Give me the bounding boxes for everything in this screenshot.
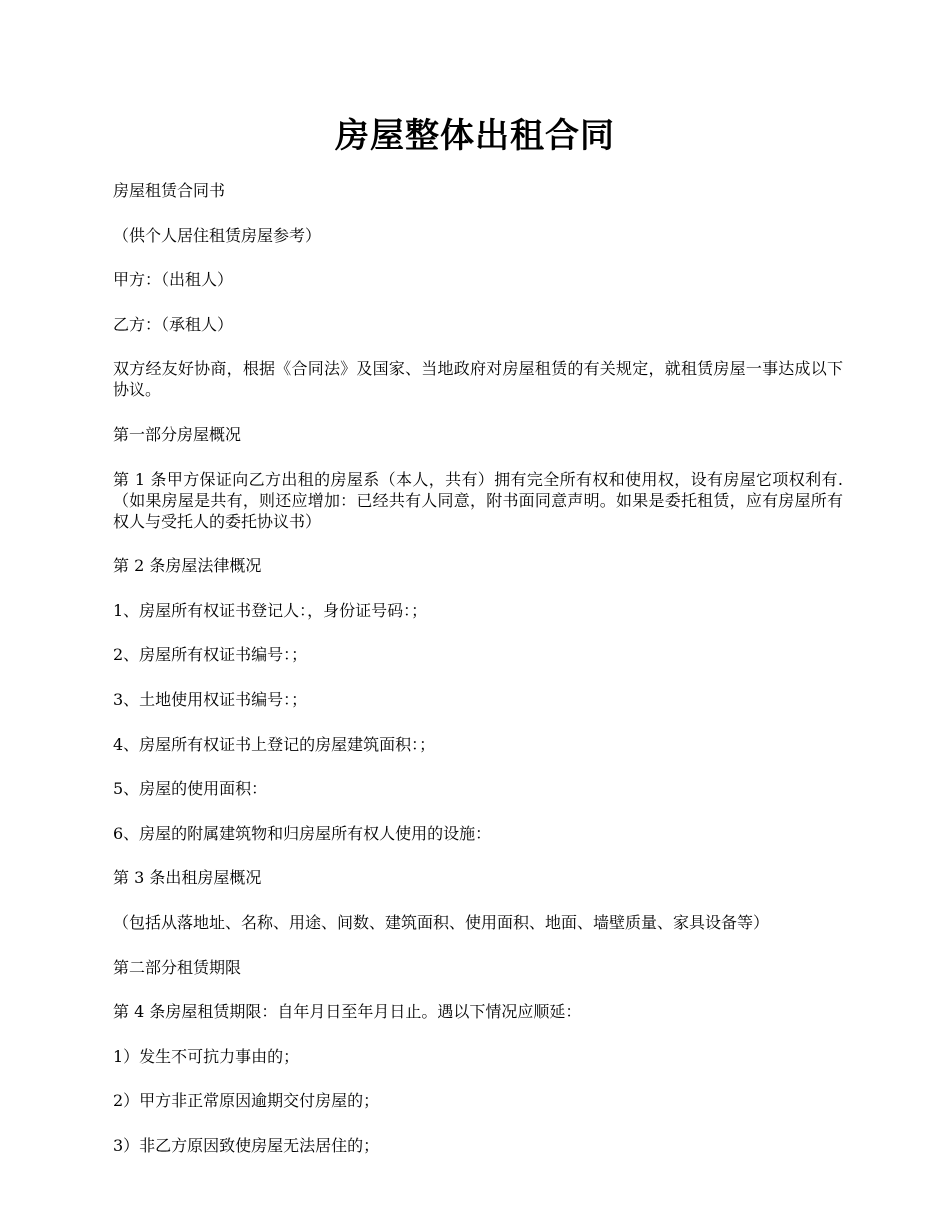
paragraph-article-3: 第 3 条出租房屋概况 <box>113 868 262 888</box>
paragraph-reference-note: （供个人居住租赁房屋参考） <box>113 225 322 245</box>
paragraph-article-3-detail: （包括从落地址、名称、用途、间数、建筑面积、使用面积、地面、墙壁质量、家具设备等） <box>113 912 770 932</box>
paragraph-party-a: 甲方：（出租人） <box>113 270 234 290</box>
list-item: 3、土地使用权证书编号：； <box>113 689 308 709</box>
section-heading-part-2: 第二部分租赁期限 <box>113 957 242 977</box>
paragraph-party-b: 乙方：（承租人） <box>113 314 234 334</box>
section-heading-part-1: 第一部分房屋概况 <box>113 424 242 444</box>
paragraph-article-4: 第 4 条房屋租赁期限：自年月日至年月日止。遇以下情况应顺延： <box>113 1002 582 1022</box>
paragraph-article-1: 第 1 条甲方保证向乙方出租的房屋系（本人，共有）拥有完全所有权和使用权，设有房屋它项权利有.（如果房屋是共有，则还应增加：已经共有人同意，附书面同意声明。如果是委托租赁，应有房屋所有权人与受托人的委托协议书） <box>113 469 843 531</box>
document-title: 房屋整体出租合同 <box>335 116 615 156</box>
list-item: 2）甲方非正常原因逾期交付房屋的； <box>113 1091 380 1111</box>
document-body <box>113 176 843 1175</box>
list-item: 2、房屋所有权证书编号：； <box>113 645 308 665</box>
list-item: 1、房屋所有权证书登记人：，身份证号码：； <box>113 600 428 620</box>
list-item: 3）非乙方原因致使房屋无法居住的； <box>113 1135 380 1155</box>
list-item: 1）发生不可抗力事由的； <box>113 1046 300 1066</box>
paragraph-article-2: 第 2 条房屋法律概况 <box>113 556 262 576</box>
list-item: 4、房屋所有权证书上登记的房屋建筑面积：； <box>113 734 436 754</box>
paragraph-preamble: 双方经友好协商，根据《合同法》及国家、当地政府对房屋租赁的有关规定，就租赁房屋一事达成以下协议。 <box>113 359 843 400</box>
paragraph-contract-heading: 房屋租赁合同书 <box>113 181 226 200</box>
list-item: 6、房屋的附属建筑物和归房屋所有权人使用的设施： <box>113 823 492 843</box>
list-item: 5、房屋的使用面积： <box>113 779 268 799</box>
